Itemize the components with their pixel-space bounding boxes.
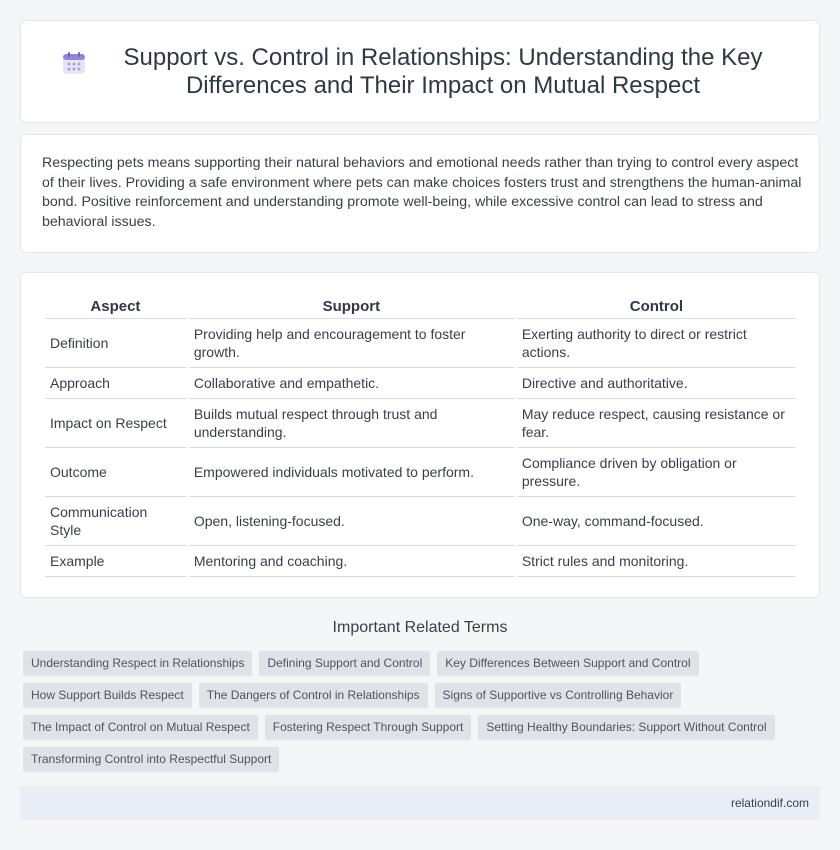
intro-card <box>20 134 820 253</box>
calendar-icon <box>61 50 87 76</box>
cell-support: Builds mutual respect through trust and understanding. <box>189 399 514 448</box>
cell-support: Open, listening-focused. <box>189 497 514 546</box>
page-title: Support vs. Control in Relationships: Understanding the Key Differences and Their Impact on Mutual Respect <box>123 43 763 99</box>
title-row <box>21 21 819 122</box>
cell-control: May reduce respect, causing resistance or fear. <box>517 399 796 448</box>
footer <box>20 786 820 820</box>
cell-aspect: Approach <box>45 368 186 399</box>
table-row <box>45 368 796 399</box>
related-term-tag[interactable]: The Impact of Control on Mutual Respect <box>23 715 258 740</box>
cell-support: Mentoring and coaching. <box>189 546 514 577</box>
related-term-tag[interactable]: The Dangers of Control in Relationships <box>199 683 428 708</box>
title-card <box>20 20 820 123</box>
cell-support: Empowered individuals motivated to perform. <box>189 448 514 497</box>
cell-aspect: Communication Style <box>45 497 186 546</box>
table-row <box>45 546 796 577</box>
intro-paragraph: Respecting pets means supporting their natural behaviors and emotional needs rather than trying to control every aspect of their lives. Providing a safe environment where pets can make choices fosters trust and strengthens the human-animal bond. Positive reinforcement and understanding promote well-being, while excessive control can lead to stress and behavioral issues. <box>42 155 802 230</box>
related-term-tag[interactable]: Key Differences Between Support and Control <box>437 651 698 676</box>
table-card <box>20 272 820 598</box>
header-support: Support <box>189 295 514 319</box>
related-term-tag[interactable]: How Support Builds Respect <box>23 683 192 708</box>
related-terms-list <box>23 651 813 779</box>
table-row <box>45 448 796 497</box>
related-term-tag[interactable]: Setting Healthy Boundaries: Support Without Control <box>478 715 774 740</box>
table-row <box>45 319 796 368</box>
related-term-tag[interactable]: Fostering Respect Through Support <box>265 715 472 740</box>
comparison-table <box>42 295 799 577</box>
related-term-tag[interactable]: Transforming Control into Respectful Support <box>23 747 279 772</box>
footer-site-link[interactable]: relationdif.com <box>730 796 809 810</box>
cell-control: Strict rules and monitoring. <box>517 546 796 577</box>
cell-aspect: Definition <box>45 319 186 368</box>
cell-control: Compliance driven by obligation or pressure. <box>517 448 796 497</box>
table-header-row <box>45 295 796 319</box>
cell-support: Collaborative and empathetic. <box>189 368 514 399</box>
header-aspect: Aspect <box>45 295 186 319</box>
cell-control: One-way, command-focused. <box>517 497 796 546</box>
header-control: Control <box>517 295 796 319</box>
cell-control: Directive and authoritative. <box>517 368 796 399</box>
title-wrap <box>61 44 779 100</box>
related-terms-heading: Important Related Terms <box>332 619 508 636</box>
cell-aspect: Example <box>45 546 186 577</box>
table-row <box>45 497 796 546</box>
related-term-tag[interactable]: Signs of Supportive vs Controlling Behavior <box>435 683 682 708</box>
table-row <box>45 399 796 448</box>
cell-control: Exerting authority to direct or restrict actions. <box>517 319 796 368</box>
related-term-tag[interactable]: Defining Support and Control <box>259 651 430 676</box>
cell-support: Providing help and encouragement to foster growth. <box>189 319 514 368</box>
cell-aspect: Outcome <box>45 448 186 497</box>
cell-aspect: Impact on Respect <box>45 399 186 448</box>
related-term-tag[interactable]: Understanding Respect in Relationships <box>23 651 252 676</box>
